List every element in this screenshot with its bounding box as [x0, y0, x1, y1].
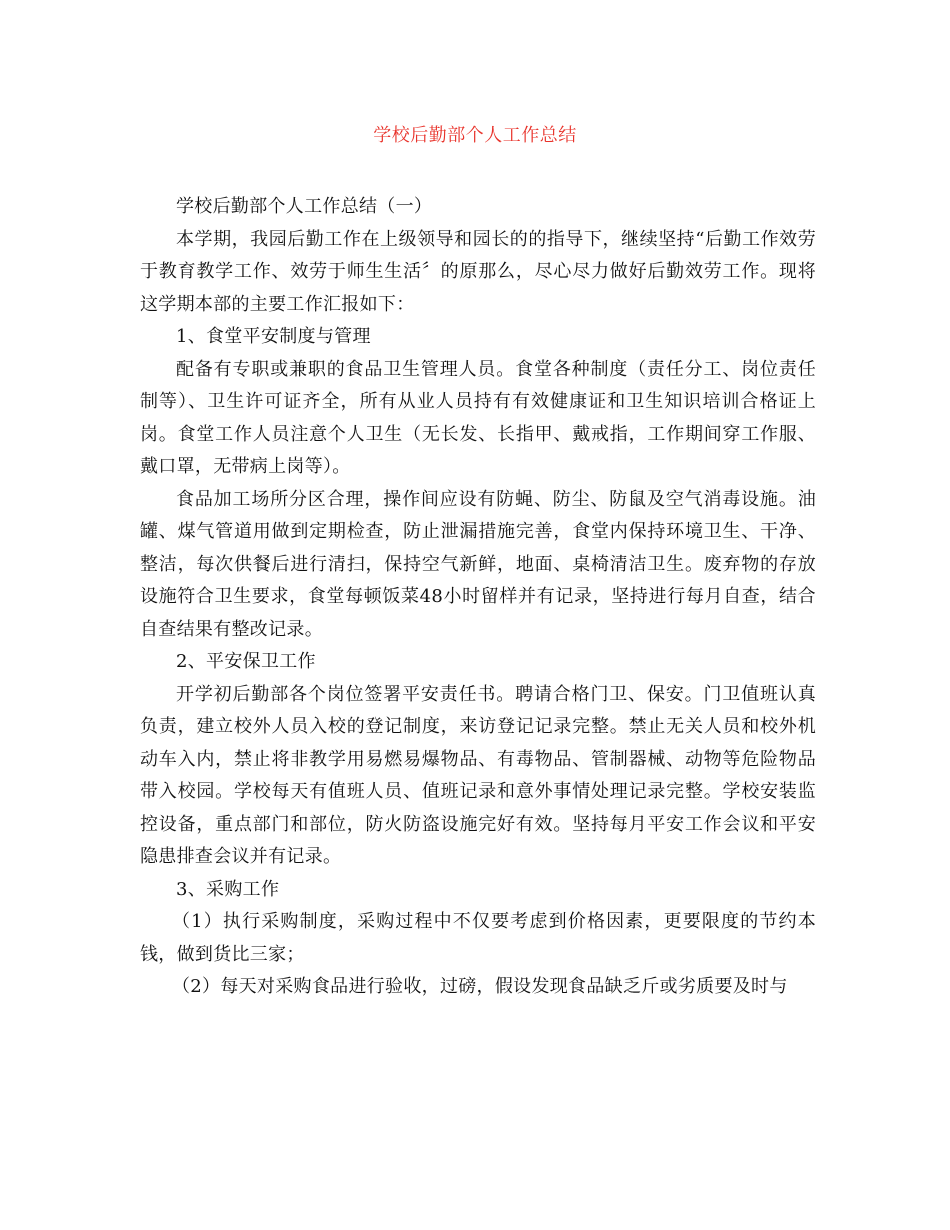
paragraph-canteen-facilities: 食品加工场所分区合理，操作间应设有防蝇、防尘、防鼠及空气消毒设施。油罐、煤气管道用做到定期检查，防止泄漏措施完善，食堂内保持环境卫生、干净、整洁，每次供餐后进行清扫，保持空气新鲜，地面、桌椅清洁卫生。废弃物的存放设施符合卫生要求，食堂每顿饭菜48小时留样并有记录，坚持进行每月自查，结合自查结果有整改记录。	[140, 488, 816, 640]
document-body	[140, 191, 816, 1004]
section-heading: 学校后勤部个人工作总结（一）	[176, 196, 433, 217]
paragraph-intro: 本学期，我园后勤工作在上级领导和园长的的指导下，继续坚持“后勤工作效劳于教育教学工作、效劳于师生生活〞的原那么，尽心尽力做好后勤效劳工作。现将这学期本部的主要工作汇报如下：	[140, 228, 816, 315]
paragraph-security: 开学初后勤部各个岗位签署平安责任书。聘请合格门卫、保安。门卫值班认真负责，建立校外人员入校的登记制度，来访登记记录完整。禁止无关人员和校外机动车入内，禁止将非教学用易燃易爆物品、有毒物品、管制器械、动物等危险物品带入校园。学校每天有值班人员、值班记录和意外事情处理记录完整。学校安装监控设备，重点部门和部位，防火防盗设施完好有效。坚持每月平安工作会议和平安隐患排查会议并有记录。	[140, 683, 816, 867]
paragraph-canteen-staff: 配备有专职或兼职的食品卫生管理人员。食堂各种制度（责任分工、岗位责任制等）、卫生许可证齐全，所有从业人员持有有效健康证和卫生知识培训合格证上岗。食堂工作人员注意个人卫生（无长发、长指甲、戴戒指，工作期间穿工作服、戴口罩，无带病上岗等）。	[140, 358, 816, 477]
document-title: 学校后勤部个人工作总结	[373, 125, 577, 146]
paragraph-purchasing-1: （1）执行采购制度，采购过程中不仅要考虑到价格因素，更要限度的节约本钱，做到货比三家；	[140, 911, 816, 965]
item-heading-purchasing: 3、采购工作	[176, 878, 280, 900]
item-heading-security: 2、平安保卫工作	[176, 651, 316, 672]
paragraph-purchasing-2: （2）每天对采购食品进行验收，过磅，假设发现食品缺乏斤或劣质要及时与	[172, 976, 788, 997]
item-heading-canteen: 1、食堂平安制度与管理	[176, 326, 371, 347]
